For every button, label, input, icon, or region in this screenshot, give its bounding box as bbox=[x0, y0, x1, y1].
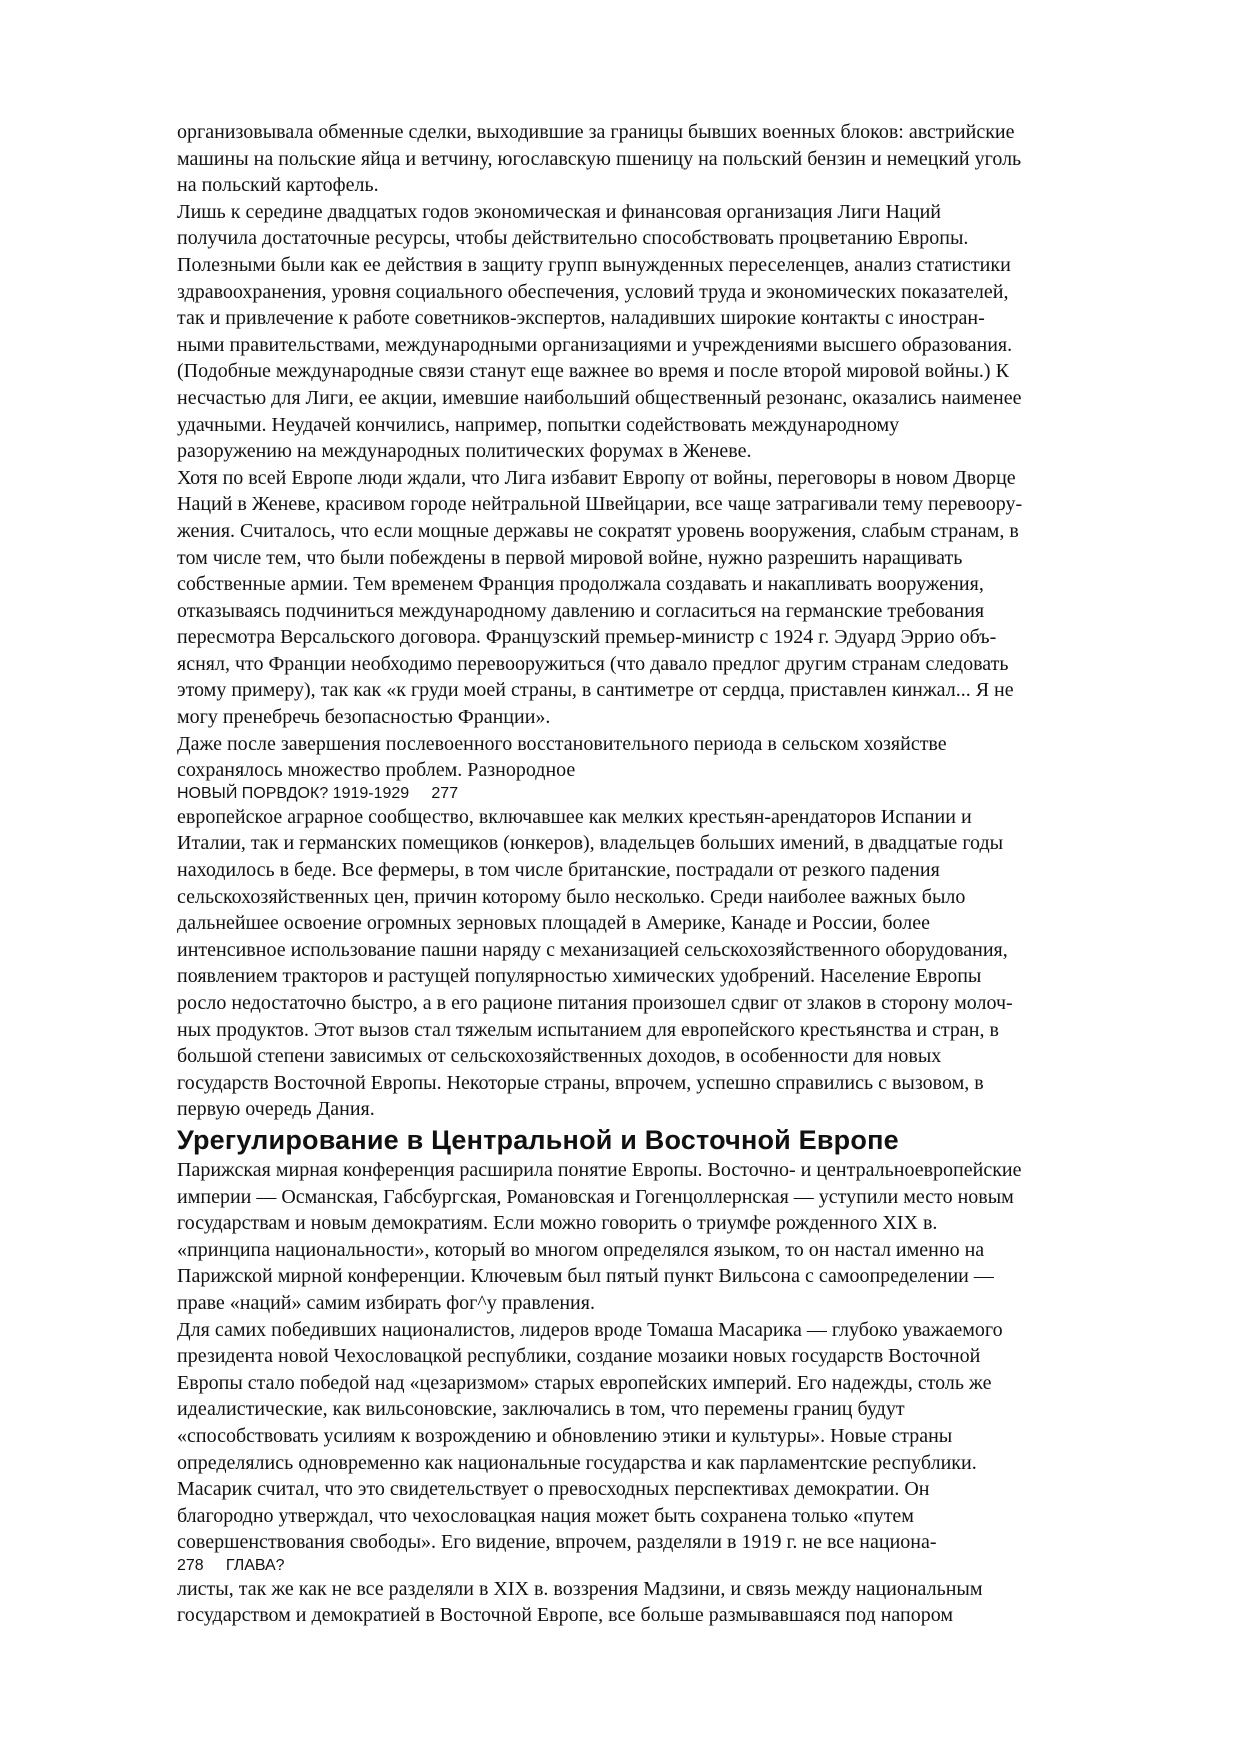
paragraph-mazzini: листы, так же как не все разделяли в XIX в. воззрения Мадзини, и связь между национальным государством и демократией в Восточной Европе, все больше размывавшаяся под напором bbox=[177, 1577, 983, 1627]
document-page bbox=[177, 119, 1152, 1629]
running-header-278: 278 ГЛАВА? bbox=[177, 1556, 285, 1574]
paragraph-agriculture-intro: Даже после завершения послевоенного восстановительного периода в сельском хозяйстве сохранялось множество проблем. Разнородное bbox=[177, 732, 947, 782]
paragraph-league-economic-organization: Лишь к середине двадцатых годов экономическая и финансовая организация Лиги Наций получила достаточные ресурсы, чтобы действительно способствовать процветанию Европы. Полезными были как ее действия в защиту групп вынужденных переселенцев, анализ статистики здравоохранения, уровня социального обеспечения, условий труда и экономических показателей, так и привлечение к работе советников-экспертов, наладивших широкие контакты с иностран- ными правительствами, международными организациями и учреждениями высшего образования. (Подобные международные связи станут еще важнее во время и после второй мировой войны.) К несчастью для Лиги, ее акции, имевшие наибольший общественный резонанс, оказались наименее удачными. Неудачей кончились, например, попытки содействовать международному разоружению на международных политических форумах в Женеве. bbox=[177, 200, 1022, 463]
paragraph-exchange-deals: организовывала обменные сделки, выходившие за границы бывших военных блоков: австрийские машины на польские яйца и ветчину, югославскую пшеницу на польский бензин и немецкий уголь на польский картофель. bbox=[177, 121, 1022, 197]
running-header-277: НОВЫЙ ПОРВДОК? 1919-1929 277 bbox=[177, 784, 459, 802]
paragraph-agrarian-community: европейское аграрное сообщество, включавшее как мелких крестьян-арендаторов Испании и Италии, так и германских помещиков (юнкеров), владельцев больших имений, в двадцатые годы находилось в беде. Все фермеры, в том числе британские, пострадали от резкого падения сельскохозяйственных цен, причин которому было несколько. Среди наиболее важных было дальнейшее освоение огромных зерновых площадей в Америке, Канаде и России, более интенсивное использование пашни наряду с механизацией сельскохозяйственного оборудования, появлением тракторов и растущей популярностью химических удобрений. Население Европы росло недостаточно быстро, а в его рационе питания произошел сдвиг от злаков в сторону молоч- ных продуктов. Этот вызов стал тяжелым испытанием для европейского крестьянства и стран, в большой степени зависимых от сельскохозяйственных доходов, в особенности для новых государств Восточной Европы. Некоторые страны, впрочем, успешно справились с вызовом, в первую очередь Дания. bbox=[177, 805, 1013, 1121]
section-heading: Урегулирование в Центральной и Восточной Европе bbox=[177, 1124, 899, 1155]
paragraph-paris-conference: Парижская мирная конференция расширила понятие Европы. Восточно- и центральноевропейские империи — Османская, Габсбургская, Романовская и Гогенцоллернская — уступили место новым государствам и новым демократиям. Если можно говорить о триумфе рожденного XIX в. «принципа национальности», который во многом определялся языком, то он настал именно на Парижской мирной конференции. Ключевым был пятый пункт Вильсона с самоопределении — праве «наций» самим избирать фог^у правления. bbox=[177, 1158, 1022, 1314]
paragraph-rearmament: Хотя по всей Европе люди ждали, что Лига избавит Европу от войны, переговоры в новом Дворце Наций в Женеве, красивом городе нейтральной Швейцарии, все чаще затрагивали тему перевоору- жения. Считалось, что если мощные державы не сократят уровень вооружения, слабым странам, в том числе тем, что были побеждены в первой мировой войне, нужно разрешить наращивать собственные армии. Тем временем Франция продолжала создавать и накапливать вооружения, отказываясь подчиниться международному давлению и согласиться на германские требования пересмотра Версальского договора. Французский премьер-министр с 1924 г. Эдуард Эррио объ- яснял, что Франции необходимо перевооружиться (что давало предлог другим странам следовать этому примеру), так как «к груди моей страны, в сантиметре от сердца, приставлен кинжал... Я не могу пренебречь безопасностью Франции». bbox=[177, 466, 1023, 729]
paragraph-masaryk: Для самих победивших националистов, лидеров вроде Томаша Масарика — глубоко уважаемого президента новой Чехословацкой республики, создание мозаики новых государств Восточной Европы стало победой над «цезаризмом» старых европейских империй. Его надежды, столь же идеалистические, как вильсоновские, заключались в том, что перемены границ будут «способствовать усилиям к возрождению и обновлению этики и культуры». Новые страны определялись одновременно как национальные государства и как парламентские республики. Масарик считал, что это свидетельствует о превосходных перспективах демократии. Он благородно утверждал, что чехословацкая нация может быть сохранена только «путем совершенствования свободы». Его видение, впрочем, разделяли в 1919 г. не все национа- bbox=[177, 1318, 1003, 1554]
